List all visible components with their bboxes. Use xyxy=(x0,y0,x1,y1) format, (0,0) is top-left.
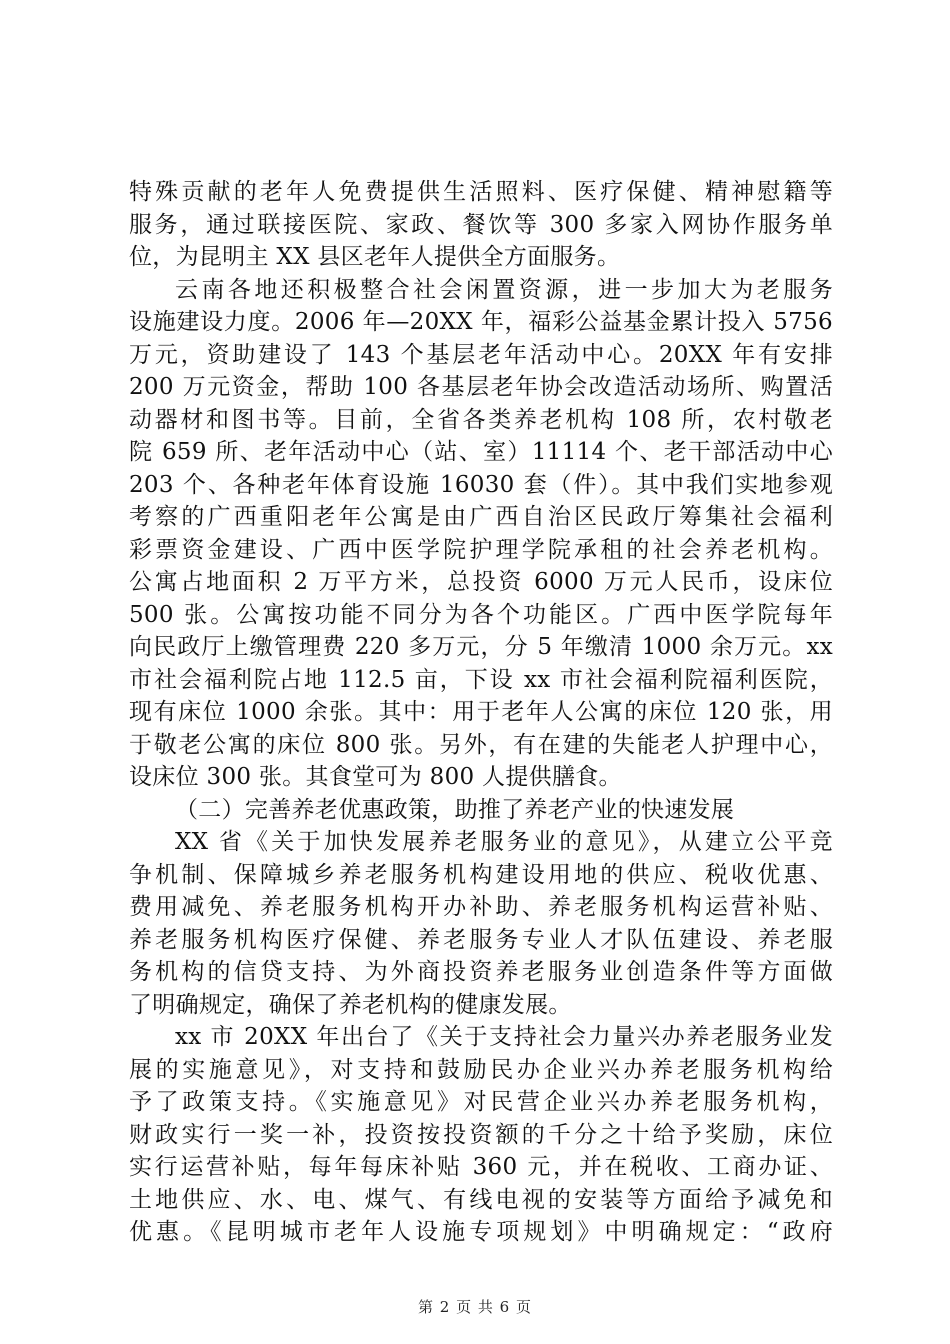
text-line: 院 659 所、老年活动中心（站、室）11114 个、老干部活动中心 xyxy=(129,439,833,465)
section-heading: （二）完善养老优惠政策，助推了养老产业的快速发展 xyxy=(175,796,735,823)
text-line: 展的实施意见》，对支持和鼓励民办企业兴办养老服务机构给 xyxy=(129,1056,833,1083)
text-line: 500 张。公寓按功能不同分为各个功能区。广西中医学院每年 xyxy=(129,601,833,628)
page-footer xyxy=(0,1296,950,1317)
text-line: 市社会福利院占地 112.5 亩，下设 xx 市社会福利院福利医院， xyxy=(129,666,833,693)
text-line: 实行运营补贴，每年每床补贴 360 元，并在税收、工商办证、 xyxy=(129,1154,833,1180)
text-line: xx 市 20XX 年出台了《关于支持社会力量兴办养老服务业发 xyxy=(175,1024,833,1050)
text-line: 服务，通过联接医院、家政、餐饮等 300 多家入网协作服务单 xyxy=(129,211,833,238)
text-line: XX 省《关于加快发展养老服务业的意见》，从建立公平竞 xyxy=(175,829,833,855)
text-line: 务机构的信贷支持、为外商投资养老服务业创造条件等方面做 xyxy=(129,959,833,985)
text-line: 200 万元资金，帮助 100 各基层老年协会改造活动场所、购置活 xyxy=(129,374,833,400)
text-line: 万元，资助建设了 143 个基层老年活动中心。20XX 年有安排 xyxy=(129,341,833,368)
text-line: 了明确规定，确保了养老机构的健康发展。 xyxy=(129,991,572,1018)
text-line: 向民政厅上缴管理费 220 多万元，分 5 年缴清 1000 余万元。xx xyxy=(129,634,833,660)
page-number: 第 2 页 共 6 页 xyxy=(418,1298,532,1316)
text-line: 费用减免、养老服务机构开办补助、养老服务机构运营补贴、 xyxy=(129,894,833,920)
text-line: 位，为昆明主 XX 县区老年人提供全方面服务。 xyxy=(129,244,621,270)
text-line: 设床位 300 张。其食堂可为 800 人提供膳食。 xyxy=(129,764,622,790)
text-line: 财政实行一奖一补，投资按投资额的千分之十给予奖励，床位 xyxy=(129,1121,833,1148)
text-line: 争机制、保障城乡养老服务机构建设用地的供应、税收优惠、 xyxy=(129,861,833,888)
text-line: 彩票资金建设、广西中医学院护理学院承租的社会养老机构。 xyxy=(129,536,833,563)
text-line: 现有床位 1000 余张。其中：用于老年人公寓的床位 120 张，用 xyxy=(129,699,833,725)
text-line: 设施建设力度。2006 年—20XX 年，福彩公益基金累计投入 5756 xyxy=(129,309,833,335)
text-line: 予了政策支持。《实施意见》对民营企业兴办养老服务机构， xyxy=(129,1089,833,1115)
text-line: 动器材和图书等。目前，全省各类养老机构 108 所，农村敬老 xyxy=(129,406,833,433)
text-line: 于敬老公寓的床位 800 张。另外，有在建的失能老人护理中心， xyxy=(129,731,833,758)
text-line: 公寓占地面积 2 万平方米，总投资 6000 万元人民币，设床位 xyxy=(129,569,833,595)
text-line: 考察的广西重阳老年公寓是由广西自治区民政厅筹集社会福利 xyxy=(129,504,833,530)
text-line: 优惠。《昆明城市老年人设施专项规划》中明确规定：“政府 xyxy=(129,1219,833,1245)
text-line: 特殊贡献的老年人免费提供生活照料、医疗保健、精神慰籍等 xyxy=(129,179,833,205)
text-line: 养老服务机构医疗保健、养老服务专业人才队伍建设、养老服 xyxy=(129,926,833,953)
document-body xyxy=(129,176,833,1249)
text-line: 云南各地还积极整合社会闲置资源，进一步加大为老服务 xyxy=(175,276,833,303)
text-line: 203 个、各种老年体育设施 16030 套（件）。其中我们实地参观 xyxy=(129,471,833,498)
text-line: 土地供应、水、电、煤气、有线电视的安装等方面给予减免和 xyxy=(129,1186,833,1213)
